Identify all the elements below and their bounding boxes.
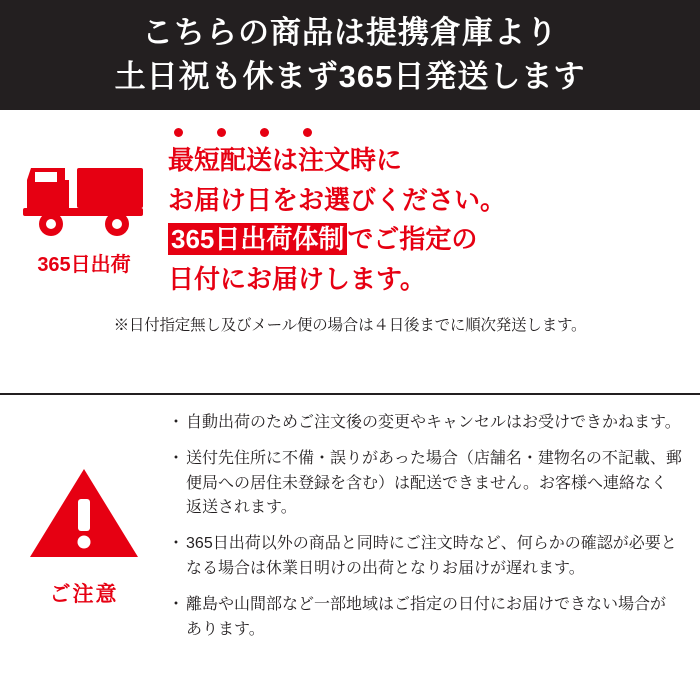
- shipping-line-3: [168, 220, 686, 260]
- list-item: [168, 411, 682, 436]
- shipping-highlight: 365日出荷体制: [168, 223, 347, 255]
- shipping-section: [0, 110, 700, 395]
- header-line-1: こちらの商品は提携倉庫より: [142, 14, 558, 50]
- dot-icon: [303, 128, 312, 137]
- shipping-line-4: 日付にお届けします。: [168, 263, 426, 294]
- bullet-icon: ・: [168, 595, 185, 613]
- dot-icon: [260, 128, 269, 137]
- list-item: [168, 593, 682, 643]
- list-item: [168, 447, 682, 521]
- shipping-note: ※日付指定無し及びメール便の場合は４日後までに順次発送します。: [113, 317, 587, 335]
- shipping-text-block: [168, 116, 700, 299]
- list-item-text: 離島や山間部など一部地域はご指定の日付にお届けできない場合があります。: [186, 595, 667, 638]
- shipping-line-1: 最短配送は注文時に: [168, 145, 403, 175]
- bullet-icon: ・: [168, 535, 185, 553]
- caution-list: [168, 409, 700, 642]
- caution-badge: [0, 409, 168, 608]
- list-item-text: 365日出荷以外の商品と同時にご注文時など、何らかの確認が必要となる場合は休業日明けの出荷となりお届けが遅れます。: [186, 535, 677, 577]
- list-item: [168, 532, 682, 582]
- warning-triangle-icon: [28, 465, 140, 566]
- bullet-icon: ・: [168, 414, 185, 431]
- decorative-dots: [174, 128, 686, 137]
- list-item-text: 自動出荷のためご注文後の変更やキャンセルはお受けできかねます。: [186, 414, 681, 431]
- shipping-line-2: お届け日をお選びください。: [168, 184, 507, 215]
- caution-section: [0, 395, 700, 700]
- caution-label: ご注意: [49, 583, 119, 606]
- dot-icon: [217, 128, 226, 137]
- dot-icon: [174, 128, 183, 137]
- shipping-line-3-rest: でご指定の: [347, 224, 478, 255]
- delivery-truck-icon: [21, 160, 147, 238]
- truck-badge-label: 365日出荷: [37, 254, 131, 276]
- header-line-2: 土日祝も休まず365日発送します: [114, 59, 586, 94]
- shipping-section-body: [0, 116, 700, 299]
- list-item-text: 送付先住所に不備・誤りがあった場合（店舗名・建物名の不記載、郵便局への居住未登録を含む）は配送できません。お客様へ連絡なく返送されます。: [186, 449, 682, 517]
- truck-badge: [0, 116, 168, 277]
- bullet-icon: ・: [168, 449, 185, 467]
- header-banner: [0, 0, 700, 110]
